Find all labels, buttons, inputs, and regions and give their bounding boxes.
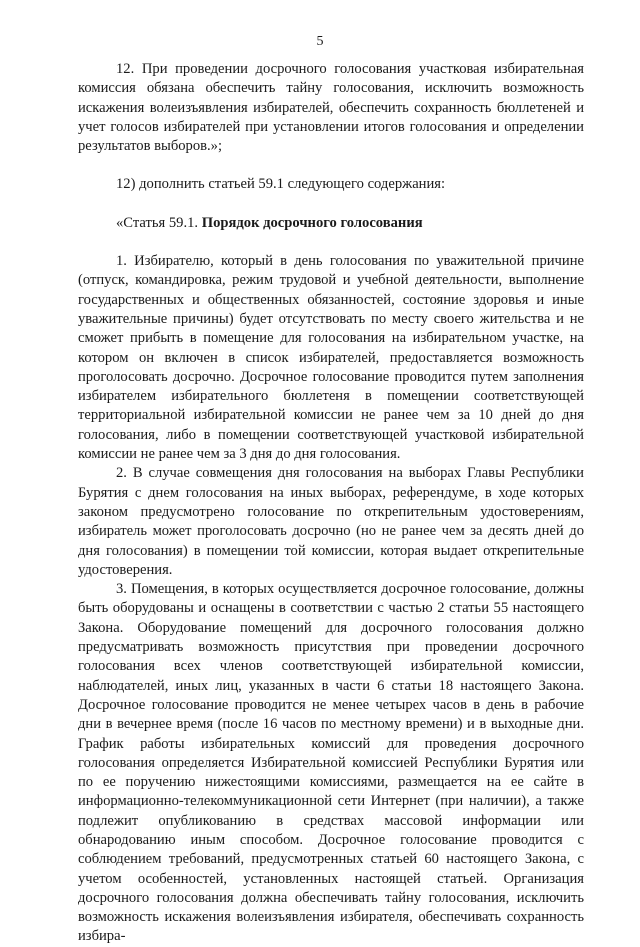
- page-number: 5: [316, 34, 324, 49]
- document-body: [78, 60, 584, 947]
- article-title: Порядок досрочного голосования: [201, 214, 423, 231]
- paragraph-item-12: 12. При проведении досрочного голосования участковая избирательная комиссия обязана обеспечить тайну голосования, исключить возможность искажения волеизъявления избирателей, обеспечить сохранность бюллетеней и учет голосов избирателей при установлении итогов голосования и определении результатов выборов.»;: [78, 61, 584, 155]
- paragraph-add-article: 12) дополнить статьей 59.1 следующего содержания:: [116, 176, 446, 193]
- article-number: «Статья 59.1.: [116, 214, 202, 231]
- article-section-3: 3. Помещения, в которых осуществляется досрочное голосование, должны быть оборудованы и оснащены в соответствии с частью 2 статьи 55 настоящего Закона. Оборудование помещений для досрочного голосования должно предусматривать возможность присутствия при проведении досрочного голосования всех членов соответствующей избирательной комиссии, наблюдателей, иных лиц, указанных в части 6 статьи 18 настоящего Закона. Досрочное голосование проводится не менее четырех часов в день в рабочие дни в вечернее время (после 16 часов по местному времени) и в выходные дни. График работы избирательных комиссий для проведения досрочного голосования определяется Избирательной комиссией Республики Бурятия или по ее поручению нижестоящими комиссиями, размещается на ее сайте в информационно-телекоммуникационной сети Интернет (при наличии), а также подлежит опубликованию в средствах массовой информации или обнародованию иным способом. Досрочное голосование проводится с соблюдением требований, предусмотренных статьей 60 настоящего Закона, с учетом особенностей, установленных настоящей статьей. Организация досрочного голосования должна обеспечивать тайну голосования, исключить возможность искажения волеизъявления избирателя, обеспечивать сохранность избира-: [78, 581, 584, 945]
- article-section-2: 2. В случае совмещения дня голосования на выборах Главы Республики Бурятия с днем голосования на иных выборах, референдуме, в ходе которых законом предусмотрено голосование по открепительным удостоверениям, избиратель может проголосовать досрочно (но не ранее чем за десять дней до дня голосования) в помещении той комиссии, которая выдает открепительные удостоверения.: [78, 465, 584, 578]
- article-section-1: 1. Избирателю, который в день голосования по уважительной причине (отпуск, командировка, режим трудовой и учебной деятельности, выполнение государственных и общественных обязанностей, состояние здоровья и иные уважительные причины) будет отсутствовать по месту своего жительства и не сможет прибыть в помещение для голосования на избирательном участке, на котором он включен в список избирателей, предоставляется возможность проголосовать досрочно. Досрочное голосование проводится путем заполнения избирателем избирательного бюллетеня в помещении соответствующей территориальной избирательной комиссии не ранее чем за 10 дней до дня голосования, либо в помещении соответствующей участковой избирательной комиссии не ранее чем за 3 дня до дня голосования.: [78, 253, 584, 463]
- article-heading: [78, 214, 584, 233]
